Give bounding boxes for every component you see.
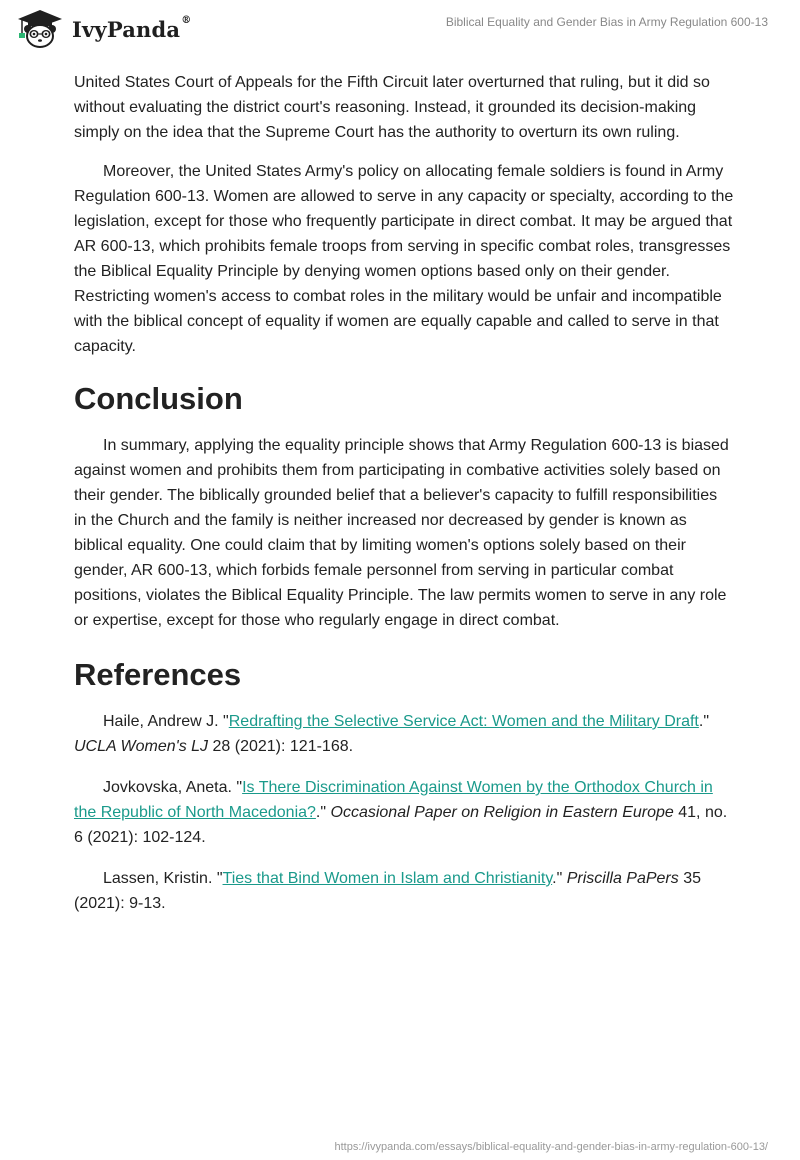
conclusion-heading: Conclusion (74, 381, 243, 416)
reference-link[interactable]: Is There Discrimination Against Women by the Orthodox Church in the Republic of North Macedonia? (74, 779, 713, 821)
page-header (0, 0, 800, 62)
reference-entry: Lassen, Kristin. "Ties that Bind Women in Islam and Christianity." Priscilla PaPers 35 (2021): 9-13. (74, 870, 701, 912)
panda-graduate-icon (14, 8, 66, 50)
brand-name: IvyPanda® (72, 14, 192, 42)
document-title: Biblical Equality and Gender Bias in Army Regulation 600-13 (445, 15, 768, 29)
essay-content (74, 70, 734, 932)
reference-entry: Haile, Andrew J. "Redrafting the Selective Service Act: Women and the Military Draft." UCLA Women's LJ 28 (2021): 121-168. (74, 713, 709, 755)
paragraph-continued: United States Court of Appeals for the Fifth Circuit later overturned that ruling, but it did so without evaluating the district court's reasoning. Instead, it grounded its decision-making simply on the idea that the Supreme Court has the authority to overturn its own ruling. (74, 74, 710, 141)
reference-link[interactable]: Ties that Bind Women in Islam and Christianity (222, 870, 553, 887)
source-url[interactable]: https://ivypanda.com/essays/biblical-equality-and-gender-bias-in-army-regulation-600-13/ (334, 1141, 768, 1153)
references-heading: References (74, 657, 242, 692)
reference-link[interactable]: Redrafting the Selective Service Act: Women and the Military Draft (228, 713, 699, 730)
paragraph-army-regulation: Moreover, the United States Army's policy on allocating female soldiers is found in Army Regulation 600-13. Women are allowed to serve in any capacity or specialty, according to the legislation, except for those who frequently participate in direct combat. It may be argued that AR 600-13, which prohibits female troops from serving in specific combat roles, transgresses the Biblical Equality Principle by denying women options based only on their gender. Restricting women's access to combat roles in the military would be unfair and incompatible with the biblical concept of equality if women are equally capable and called to serve in that capacity. (74, 163, 734, 355)
ivypanda-logo[interactable] (14, 8, 191, 50)
conclusion-paragraph: In summary, applying the equality principle shows that Army Regulation 600-13 is biased against women and prohibits them from participating in combative activities solely based on their gender. The biblically grounded belief that a believer's capacity to fulfill responsibilities in the Church and the family is neither increased nor decreased by gender is known as biblical equality. One could claim that by limiting women's options solely based on their gender, AR 600-13, which forbids female personnel from serving in particular combat positions, violates the Biblical Equality Principle. The law permits women to serve in any role or expertise, except for those who regularly engage in direct combat. (74, 437, 729, 629)
reference-entry: Jovkovska, Aneta. "Is There Discrimination Against Women by the Orthodox Church in the Republic of North Macedonia?." Occasional Paper on Religion in Eastern Europe 41, no. 6 (2021): 102-124. (74, 779, 728, 846)
